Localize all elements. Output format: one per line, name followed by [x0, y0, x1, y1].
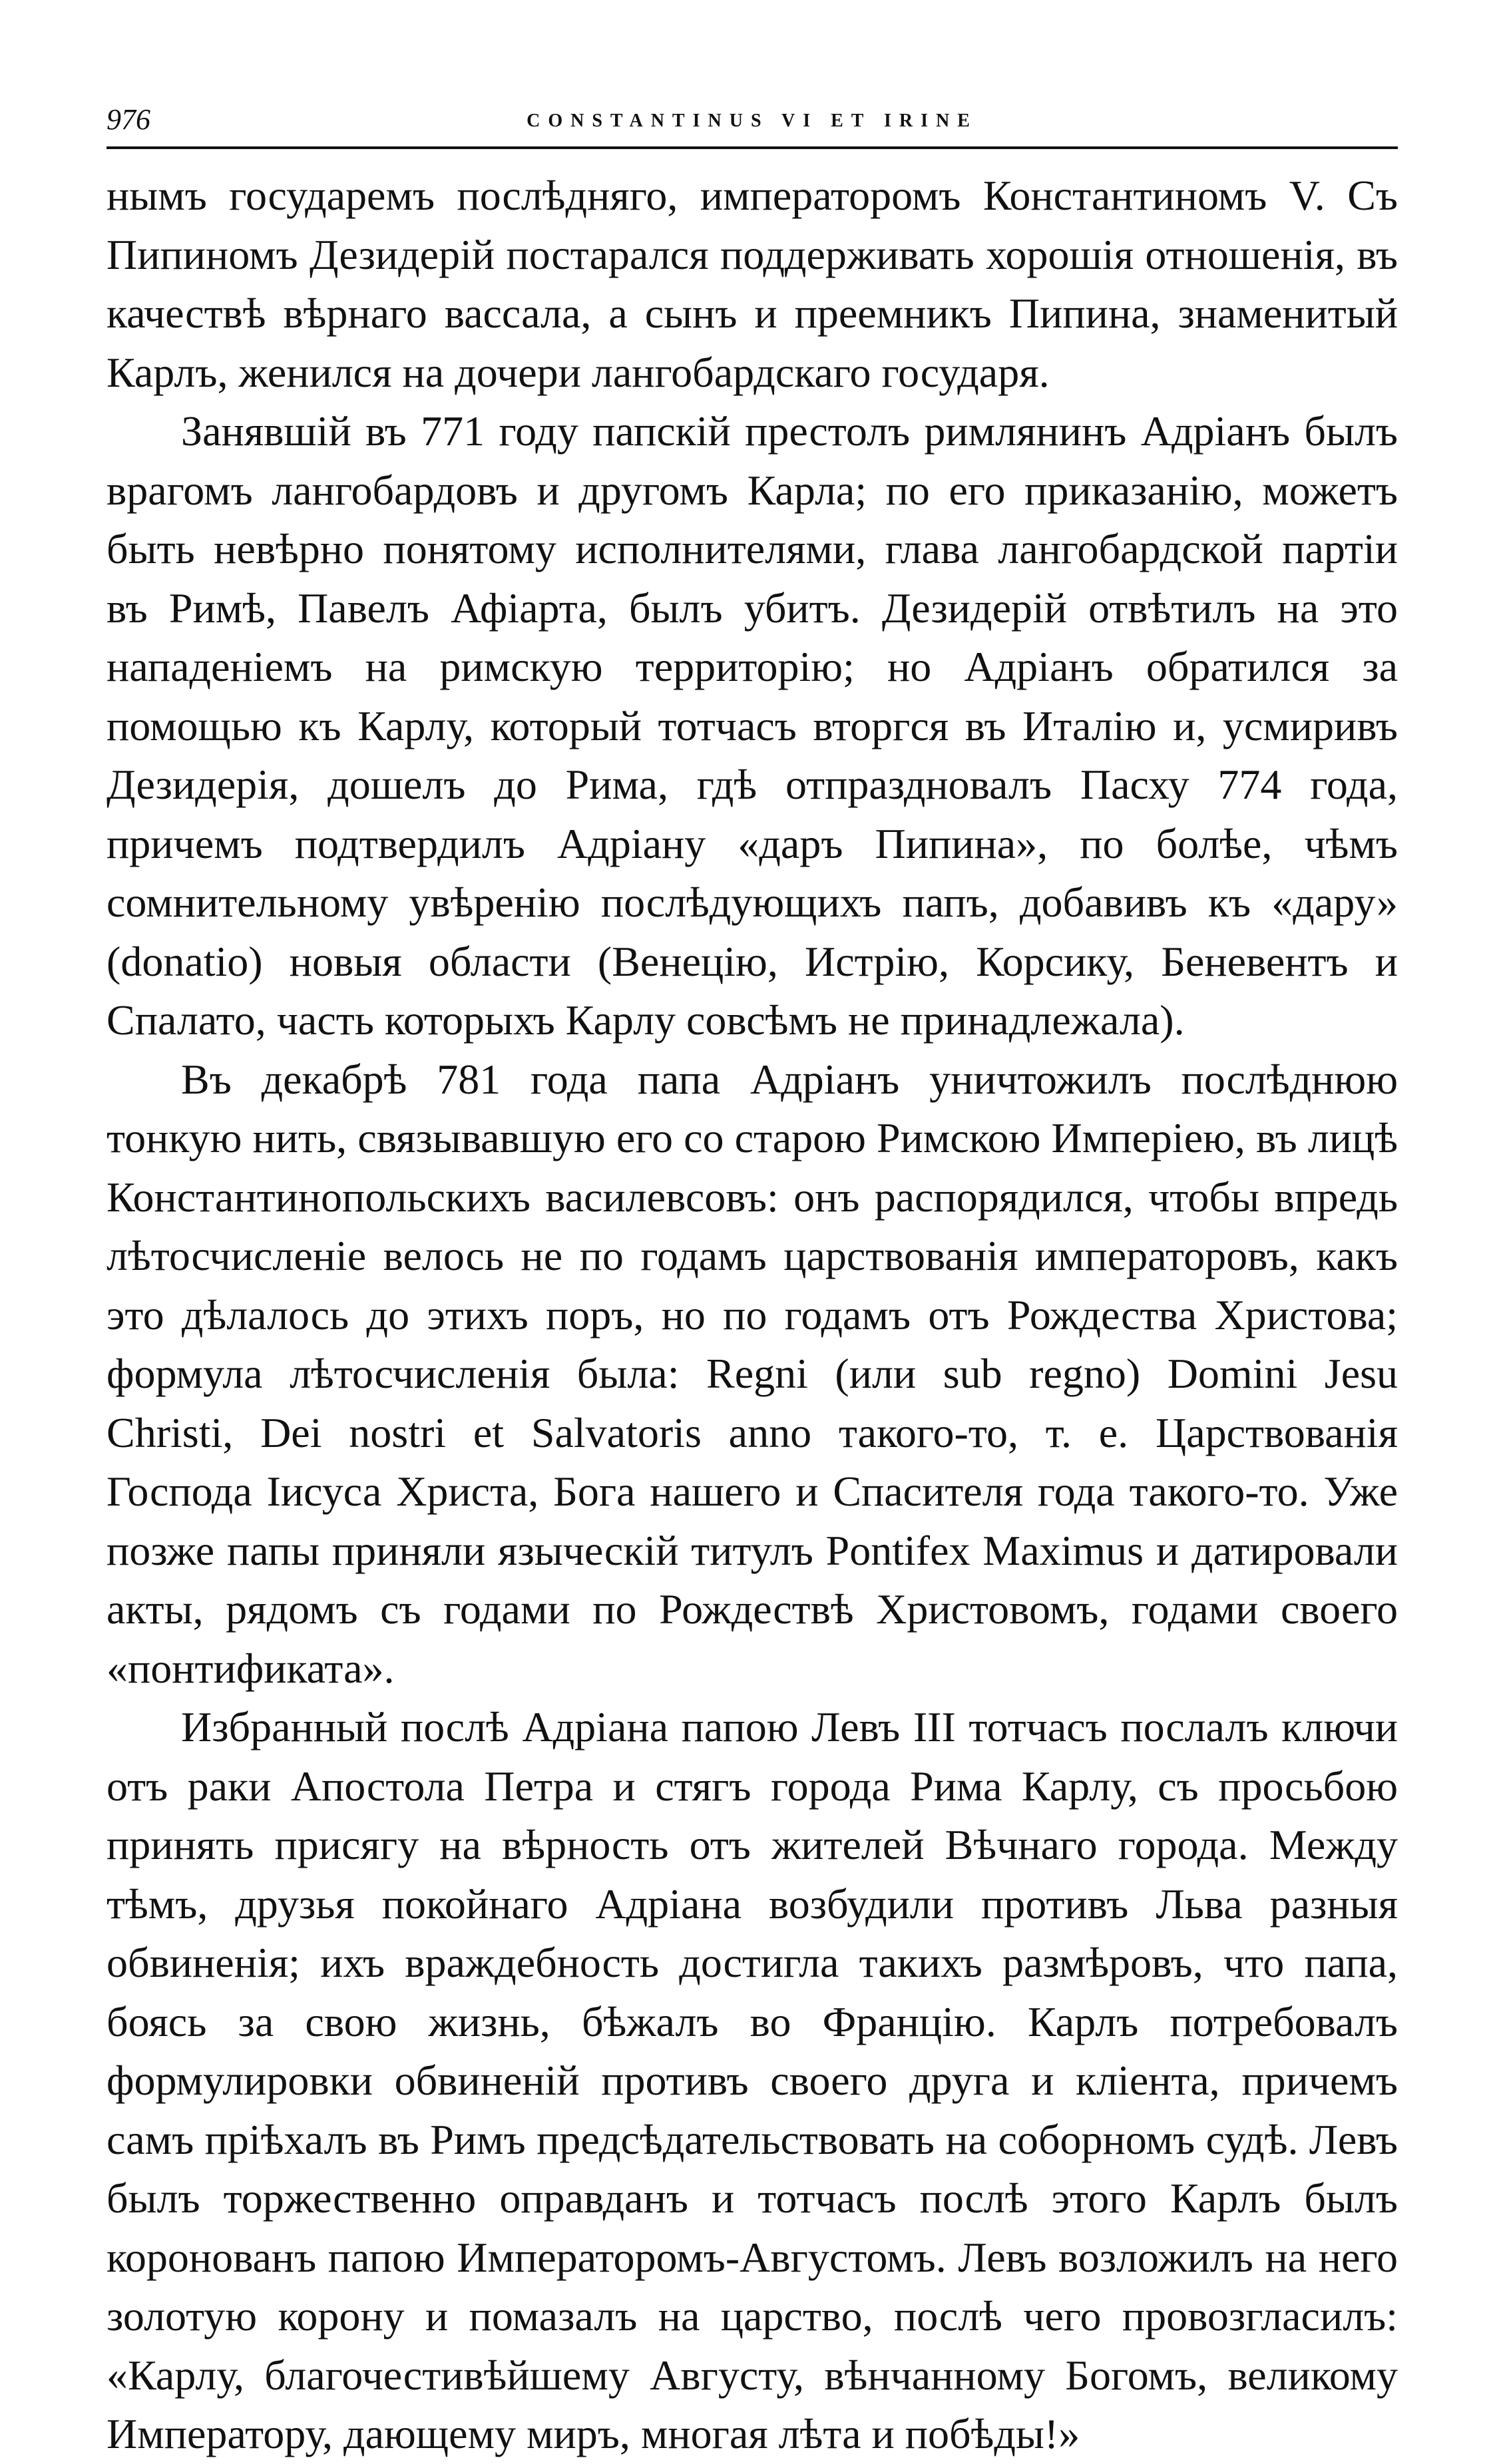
paragraph-4: Избранный послѣ Адріана папою Левъ III тотчасъ послалъ ключи отъ раки Апостола Петра и стягъ города Рима Карлу, съ просьбою принять присягу на вѣрность отъ жителей Вѣчнаго города. Между тѣмъ, друзья покойнаго Адріана возбудили противъ Льва разныя обвиненія; ихъ враждебность достигла такихъ размѣровъ, что папа, боясь за свою жизнь, бѣжалъ во Францію. Карлъ потребовалъ формулировки обвиненій противъ своего друга и кліента, причемъ самъ пріѣхалъ въ Римъ предсѣдательствовать на соборномъ судѣ. Левъ былъ торжественно оправданъ и тотчасъ послѣ этого Карлъ былъ коронованъ папою Императоромъ-Августомъ. Левъ возложилъ на него золотую корону и помазалъ на царство, послѣ чего провозгласилъ: «Карлу, благочестивѣйшему Августу, вѣнчанному Богомъ, великому Императору, дающему миръ, многая лѣта и побѣды!» [107, 1703, 1398, 2457]
paragraph-2: Занявшій въ 771 году папскій престолъ римлянинъ Адріанъ былъ врагомъ лангобардовъ и другомъ Карла; по его приказанію, можетъ быть невѣрно понятому исполнителями, глава лангобардской партіи въ Римѣ, Павелъ Афіарта, былъ убитъ. Дезидерій отвѣтилъ на это нападеніемъ на римскую территорію; но Адріанъ обратился за помощью къ Карлу, который тотчасъ вторгся въ Италію и, усмиривъ Дезидерія, дошелъ до Рима, гдѣ отпраздновалъ Пасху 774 года, причемъ подтвердилъ Адріану «даръ Пипина», по болѣе, чѣмъ сомнительному увѣренію послѣдующихъ папъ, добавивъ къ «дару» (donatio) новыя области (Венецію, Истрію, Корсику, Беневентъ и Спалато, часть которыхъ Карлу совсѣмъ не принадлежала). [107, 407, 1398, 1044]
paragraph-1: нымъ государемъ послѣдняго, императоромъ Константиномъ V. Съ Пипиномъ Дезидерій постарался поддерживать хорошія отношенія, въ качествѣ вѣрнаго вассала, а сынъ и преемникъ Пипина, знаменитый Карлъ, женился на дочери лангобардскаго государя. [107, 172, 1398, 396]
body-text [107, 166, 1398, 2464]
running-head [107, 100, 1398, 149]
book-page [107, 100, 1398, 2464]
paragraph-3: Въ декабрѣ 781 года папа Адріанъ уничтожилъ послѣднюю тонкую нить, связывавшую его со старою Римскою Имперіею, въ лицѣ Константинопольскихъ василевсовъ: онъ распорядился, чтобы впредь лѣтосчисленіе велось не по годамъ царствованія императоровъ, какъ это дѣлалось до этихъ поръ, но по годамъ отъ Рождества Христова; формула лѣтосчисленія была: Regni (или sub regno) Domini Jesu Christi, Dei nostri et Salvatoris anno такого-то, т. е. Царствованія Господа Іисуса Христа, Бога нашего и Спасителя года такого-то. Уже позже папы приняли языческій титулъ Pontifex Maximus и датировали акты, рядомъ съ годами по Рождествѣ Христовомъ, годами своего «понтификата». [107, 1055, 1398, 1692]
page-number: 976 [107, 103, 150, 136]
running-title: CONSTANTINUS VI ET IRINE [527, 110, 978, 131]
